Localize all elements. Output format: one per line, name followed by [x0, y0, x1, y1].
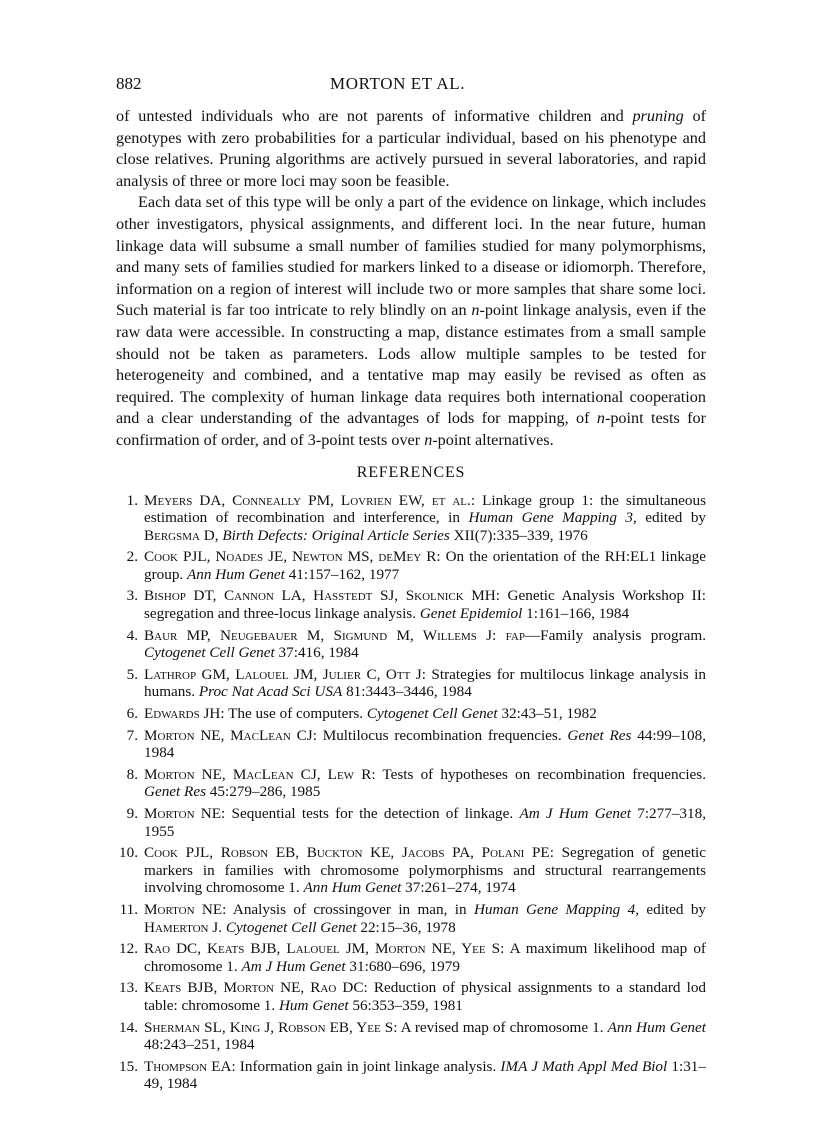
reference-item: 8. Morton NE, MacLean CJ, Lew R: Tests of hypotheses on recombination frequencies. Genet Res 45:279–286, 1985 — [126, 765, 706, 801]
reference-item: 13. Keats BJB, Morton NE, Rao DC: Reduction of physical assignments to a standard lod table: chromosome 1. Hum Genet 56:353–359, 1981 — [119, 979, 707, 1014]
page-number: 882 — [116, 74, 142, 93]
references-heading: REFERENCES — [356, 463, 466, 481]
reference-item: 7. Morton NE, MacLean CJ: Multilocus recombination frequencies. Genet Res 44:99–108, 1984 — [126, 726, 706, 762]
running-head: MORTON ET AL. — [330, 74, 466, 93]
page — [116, 74, 706, 1097]
reference-item: 5. Lathrop GM, Lalouel JM, Julier C, Ott J: Strategies for multilocus linkage analysis in humans. Proc Nat Acad Sci USA 81:3443–3446, 1984 — [126, 665, 706, 701]
page-header — [116, 74, 706, 100]
reference-item: 15. Thompson EA: Information gain in joint linkage analysis. IMA J Math Appl Med Biol 1:31–49, 1984 — [119, 1057, 706, 1093]
reference-item: 11. Morton NE: Analysis of crossingover in man, in Human Gene Mapping 4, edited by Hamerton J. Cytogenet Cell Genet 22:15–36, 1978 — [119, 900, 707, 936]
reference-item: 14. Sherman SL, King J, Robson EB, Yee S: A revised map of chromosome 1. Ann Hum Genet 48:243–251, 1984 — [119, 1018, 706, 1054]
reference-item: 9. Morton NE: Sequential tests for the detection of linkage. Am J Hum Genet 7:277–318, 1955 — [126, 805, 706, 840]
reference-item: 2. Cook PJL, Noades JE, Newton MS, deMey R: On the orientation of the RH:EL1 linkage group. Ann Hum Genet 41:157–162, 1977 — [126, 548, 706, 583]
reference-item: 3. Bishop DT, Cannon LA, Hasstedt SJ, Skolnick MH: Genetic Analysis Workshop II: segregation and three-locus linkage analysis. Genet Epidemiol 1:161–166, 1984 — [126, 587, 706, 623]
references-list — [116, 492, 706, 1093]
paragraph-1: of untested individuals who are not parents of informative children and pruning of genotypes with zero probabilities for a particular individual, based on his phenotype and close relatives. Pruning algorithms are actively pursued in several laboratories, and rapid analysis of three or more loci may soon be feasible. — [116, 107, 706, 190]
reference-item: 1. Meyers DA, Conneally PM, Lovrien EW, et al.: Linkage group 1: the simultaneous estimation of recombination and interference, in Human Gene Mapping 3, edited by Bergsma D, Birth Defects: Original Article Series XII(7):335–339, 1976 — [126, 491, 707, 544]
reference-item: 10. Cook PJL, Robson EB, Buckton KE, Jacobs PA, Polani PE: Segregation of genetic markers in families with chromosome polymorphisms and structural rearrangements involving chromosome 1. Ann Hum Genet 37:261–274, 1974 — [119, 844, 706, 897]
reference-item: 4. Baur MP, Neugebauer M, Sigmund M, Willems J: fap—Family analysis program. Cytogenet Cell Genet 37:416, 1984 — [126, 626, 706, 662]
body-text — [116, 106, 706, 452]
paragraph-2: Each data set of this type will be only a part of the evidence on linkage, which includes other investigators, physical assignments, and different loci. In the near future, human linkage data will subsume a small number of families studied for many polymorphisms, and many sets of families studied for markers linked to a disease or idiomorph. Therefore, information on a region of interest will include two or more samples that share some loci. Such material is far too intricate to rely blindly on an n-point linkage analysis, even if the raw data were accessible. In constructing a map, distance estimates from a small sample should not be taken as parameters. Lods allow multiple samples to be tested for heterogeneity and combined, and a tentative map may easily be revised as often as required. The complexity of human linkage data requires both international cooperation and a clear understanding of the advantages of lods for mapping, of n-point tests for confirmation of order, and of 3-point tests over n-point alternatives. — [116, 193, 706, 449]
reference-item: 6. Edwards JH: The use of computers. Cytogenet Cell Genet 32:43–51, 1982 — [126, 705, 597, 723]
reference-item: 12. Rao DC, Keats BJB, Lalouel JM, Morton NE, Yee S: A maximum likelihood map of chromosome 1. Am J Hum Genet 31:680–696, 1979 — [119, 940, 706, 975]
